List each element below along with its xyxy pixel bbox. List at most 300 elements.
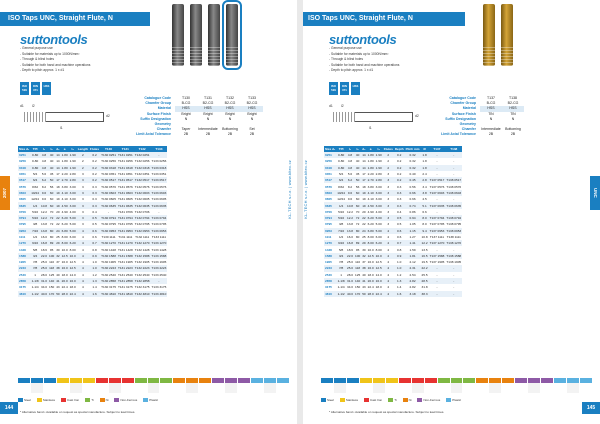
legend-cell [173,388,186,393]
table-cell: T131 3175 [117,285,133,290]
table-cell: - [453,247,455,252]
table-cell: 6.80 [61,228,68,233]
material-key-item [37,398,55,402]
spec-value: HSS [175,106,197,111]
color-swatch [403,398,408,402]
table-cell: 25 [362,235,366,239]
table-cell: 2.4 [422,172,427,177]
table-cell: 24 [362,228,366,233]
material-key-label: Cast Iron [67,398,80,402]
table-cell: - [436,159,438,164]
spec-value: Bottoming [222,127,238,132]
legend-cell [373,388,386,393]
color-swatch [321,398,326,402]
table-cell: T131 0953 [117,228,133,233]
table-cell: 18 [56,184,60,189]
column-header: T131 [117,146,134,152]
table-cell: 16.0 [61,266,68,271]
table-cell: 10.0 [375,253,382,258]
table-cell: 0706 [19,209,26,214]
table-cell: 170 [49,291,55,296]
table-cell: 0794 [18,215,30,221]
table-cell: 1428 [19,247,26,252]
tap-image-set [226,4,238,66]
table-cell: 7/8 [336,265,346,271]
spec-value: HSS [241,106,263,111]
table-cell: - [436,172,438,177]
table-cell: 1.0 [394,265,405,271]
table-cell: 1-1/2 [31,291,39,296]
table-cell: 118 [49,266,55,271]
table-cell: T137 1270 [429,241,445,246]
table-cell: 3 [383,190,394,196]
table-cell: 1111 [325,235,332,239]
table-cell: 5.00 [375,222,382,227]
table-cell: 6/4 [336,177,346,183]
table-cell: 6/4 [30,177,40,183]
tap-product-images [483,4,513,66]
table-cell: 0.2 [397,172,402,177]
color-swatch [18,398,23,402]
table-cell: 10.8 [346,203,354,208]
table-cell: 3 [383,202,394,208]
table-cell: 0.3 [394,190,405,196]
table-cell: 4.90 [61,209,68,214]
column-header: l₃ [375,146,383,152]
table-cell: 3.00 [69,190,76,195]
table-cell: - [429,165,446,171]
table-cell: 5/16 [32,216,39,221]
table-cell: 4 [77,278,89,284]
table-cell: T138 0794 [446,216,462,221]
brand-logo: suttontools [20,32,88,47]
table-cell: T132 2858 [134,279,150,284]
table-cell: 0-80 [338,159,345,164]
table-cell: 0.5 [394,215,405,221]
table-cell: 1-1/2 [337,291,345,296]
table-cell: T130 1905 [101,260,116,265]
table-cell: T132 1111 [135,235,150,239]
table-cell: T131 0251 [117,153,133,158]
feature-item: - Through & blind holes [329,57,364,62]
column-header: d₂ [362,147,366,151]
table-cell: 2.12 [409,260,416,265]
table-cell: 50 [362,291,366,296]
table-cell: 6.2 [347,178,353,183]
table-cell: 16.0 [367,266,374,271]
standard-badge: HSS [42,82,51,95]
table-cell: T138 0576 [446,184,462,189]
table-cell: 60 [49,197,54,202]
table-cell: 4.00 [69,209,76,214]
legend-cell [57,388,70,393]
table-cell: 1588 [18,253,30,259]
table-cell: - [158,209,160,214]
spec-label: Chamfer Group [145,101,171,106]
table-cell: 0.3 [92,184,97,189]
table-cell: 8.0 [422,222,427,227]
table-cell: 4 [81,272,84,277]
table-cell: 31.0 [40,279,48,284]
table-cell: 5/8 [338,247,344,252]
product-table [324,146,462,297]
table-cell: T133 2223 [151,266,167,271]
table-cell: T137 1905 [429,260,445,265]
legend-cell [489,388,502,393]
table-cell: 2.80 [375,178,382,183]
table-cell: 0-80 [32,153,39,158]
spec-value: 2B [227,132,233,137]
table-cell: 4 [81,260,84,265]
table-cell: T131 2858 [117,279,133,284]
table-cell: 0318 [324,165,336,171]
table-cell: 25.0 [346,260,354,265]
table-cell: 9.6 [347,197,353,202]
table-cell: T132 0706 [134,209,150,214]
spec-value: 2B [488,132,494,137]
standard-badge: ISO 529 [329,82,338,95]
table-cell: 38 [56,266,60,271]
table-cell: 0.6 [92,235,97,239]
table-cell: 1.81 [405,253,421,259]
table-cell: 125 [49,272,55,277]
table-cell: 22.4 [367,285,374,290]
table-cell: 0.7 [394,240,405,246]
table-cell: 3 [81,184,84,189]
table-cell: 0.5 [397,222,402,227]
table-cell: 4 [383,228,394,234]
table-cell: T132 0351 [134,172,150,177]
table-cell: 0953 [324,228,336,234]
column-header: l₃ [69,146,77,152]
table-cell: T132 0635 [134,203,150,208]
table-cell: 0-80 [338,153,345,158]
table-cell: T138 0953 [446,228,462,233]
table-cell: 24 [56,228,60,233]
table-cell: T131 0635 [117,203,133,208]
spec-label: Catalogue Code [144,96,171,100]
table-cell: 1.4 [92,285,97,290]
table-cell: 1.90 [375,153,382,158]
table-cell: T138 1270 [446,241,462,246]
table-cell: 14.0 [375,272,382,277]
table-cell: 5.6 [41,172,47,177]
legend-cell [277,388,290,393]
spec-value: Bright [203,111,213,116]
table-cell: 9.6 [347,190,353,195]
table-cell: 0.7 [89,240,100,246]
column-header: TPI [30,146,40,152]
table-cell: 1/2 [338,235,344,239]
table-cell: 2223 [324,265,336,271]
table-cell: 3.00 [375,197,382,202]
table-cell: 3 [81,172,84,177]
table-cell: 13.8 [346,228,354,233]
table-cell: 1.0 [92,260,97,265]
table-cell: T132 2223 [134,266,150,271]
legend-cell [321,388,334,393]
table-cell: 6.2 [41,178,47,183]
table-cell: T130 0576 [101,184,116,189]
table-cell: 14 [362,159,366,164]
table-cell: 25.0 [40,260,48,265]
legend-cell [334,388,347,393]
table-cell: - [453,172,455,177]
table-cell: 0256 [325,159,332,164]
table-cell: 12.5 [61,253,68,258]
table-cell: 1111 [19,235,26,239]
tap-image [501,4,513,66]
table-cell: 4 [77,228,89,234]
table-cell: 43 [362,285,366,290]
spec-value: Intermediate [198,127,218,132]
table-cell: 1.3 [89,278,100,284]
table-cell: T131 1111 [118,235,133,239]
table-cell: 12.5 [69,260,76,265]
dimension-label: l1 [60,126,63,130]
standard-badges [20,82,51,95]
table-cell: 16.5 [421,253,428,258]
table-cell: - [453,209,455,214]
table-cell: 110 [49,260,55,265]
table-cell: 2 [81,159,84,164]
table-cell: 2858 [18,278,30,284]
table-cell: T132 0795 [134,222,150,227]
table-cell: 0.2 [394,152,405,158]
column-header: T133 [151,146,168,152]
tap-product-images [172,4,238,66]
table-cell: T137 0953 [429,228,445,233]
table-cell: 6.00 [375,235,382,239]
table-cell: 110 [355,260,361,265]
spec-value: Bright [225,111,235,116]
table-cell: T137 1111 [429,235,445,239]
table-cell: 40 [49,153,54,158]
color-swatch [61,398,66,402]
table-cell: 3 [77,177,89,183]
spec-value: TiN [488,111,494,116]
table-cell: 89 [49,241,54,246]
table-cell: 0256 [19,159,26,164]
table-cell: 0.3 [397,197,402,202]
table-cell: 118 [355,266,361,271]
table-cell: 1.90 [375,165,382,170]
legend-cell [238,388,251,393]
table-cell: 4.10 [367,197,374,202]
table-cell: 41 [56,279,60,284]
dimension-label: l2 [341,104,344,108]
spec-value: HSS [219,106,241,111]
table-cell: 1-1/4 [337,285,345,290]
spec-value: B2-CG [246,101,258,106]
column-header: Flutes [90,147,100,151]
tap-image [483,4,495,66]
right-page [303,0,600,424]
spec-value: Intermediate [481,127,501,132]
table-cell: 10.0 [61,247,68,252]
table-cell: 22.2 [421,266,428,271]
material-key-item [114,398,137,402]
table-cell: 0.2 [89,177,100,183]
table-cell: 7/8 [338,260,344,265]
table-cell: 16.0 [346,235,354,239]
spec-value: N [184,116,188,121]
table-cell: 1.90 [69,153,76,158]
legend-cell [212,388,225,393]
spec-value: HSS [197,106,219,111]
table-cell: 8.2 [347,184,353,189]
dimension-label: d2 [415,114,419,118]
table-cell: T133 0603 [151,190,167,195]
legend-cell [83,388,96,393]
table-cell: 0251 [324,152,336,158]
table-cell: 22 [362,216,366,221]
standard-badge: DIN 371 [31,82,40,95]
feature-item: - Through & blind holes [20,57,55,62]
table-cell: 9.4 [422,228,427,233]
table-cell: T133 1905 [151,260,167,265]
color-swatch [446,398,451,402]
table-cell: T130 0794 [101,216,116,221]
table-cell: 72 [49,222,54,227]
table-cell: 3 [387,197,390,202]
table-cell: T131 1270 [117,241,133,246]
table-cell: T130 0635 [101,203,116,208]
table-cell: 12.2 [40,209,48,214]
table-cell: 0.32 [409,159,416,164]
table-cell: 30 [56,247,60,252]
table-cell: 3 [383,215,394,221]
color-swatch [143,398,148,402]
table-cell: 1588 [324,253,336,259]
tap-dimension-diagram [329,100,419,134]
table-cell: 0351 [325,172,332,177]
table-cell: 1.0 [89,265,100,271]
table-cell: 4 [77,240,89,246]
table-cell: 3175 [19,285,26,290]
spec-value: 2B [183,132,189,137]
spec-row [120,132,263,137]
table-cell: 4.5 [422,197,427,202]
table-cell: T131 1428 [117,247,133,252]
vertical-company-text: KL-TECH s.r.o. | www.kltec.cz [303,160,308,219]
table-cell: 3 [387,172,390,177]
legend-cell [122,388,135,393]
table-cell: 0.2 [89,152,100,158]
spec-value: B2-CG [224,101,236,106]
table-cell: 150 [355,285,361,290]
table-cell: 1.15 [405,228,421,234]
material-key-label: Ni [105,398,109,402]
table-cell: 0795 [19,222,26,227]
table-cell: 1.05 [409,222,416,227]
table-cell: 0.3 [394,202,405,208]
spec-value: B2-CG [202,101,214,106]
table-cell: 95 [49,247,54,252]
table-cell: 6.20 [367,222,374,227]
table-cell: 0.66 [409,197,416,202]
column-header: Ø [421,146,429,152]
tap-image [190,4,202,66]
table-cell: T138 1905 [446,260,462,265]
table-cell: 4 [387,247,390,252]
table-cell: 22 [362,222,366,227]
table-cell: 4 [77,291,89,297]
table-cell: 38 [362,266,366,271]
table-cell: 0-80 [338,165,345,170]
legend-cell [225,388,238,393]
column-header: Size d₁ [19,147,30,151]
table-cell: 3.00 [375,190,382,195]
legend-cell [96,388,109,393]
table-cell: T132 4810 [134,291,150,296]
table-cell: 3.00 [375,203,382,208]
table-cell: 7/8 [30,265,40,271]
table-cell: 12.2 [421,241,428,246]
table-cell: 4.8 [347,159,353,164]
color-swatch [37,398,42,402]
material-key [18,398,158,402]
table-cell: - [429,291,446,297]
table-cell: 0.3 [89,190,100,196]
spec-table [120,96,263,138]
spec-value: B-CG [486,101,496,106]
table-cell: - [151,278,168,284]
material-key-label: Cast Iron [370,398,383,402]
table-cell: 8.00 [367,235,374,239]
table-cell: T132 0256 [134,159,150,164]
table-cell: 4 [77,265,89,271]
spec-label: Surface Finish [451,111,476,116]
material-key-item [61,398,79,402]
spec-label: Material [157,106,171,111]
footnote: * Alternative band • Available on request as special manufacture. Subject to lead times. [20,410,136,414]
table-cell: 17 [56,172,60,177]
dimension-label: d1 [20,104,24,108]
column-header: TPI [336,146,346,152]
table-cell: 0251 [18,152,30,158]
spec-value: B-CG [181,101,191,106]
table-cell: 37 [56,260,60,265]
table-cell: T130 4810 [101,291,116,296]
column-header: d₂ [56,147,60,151]
table-cell: 5.1 [422,203,427,208]
table-cell: 3.00 [69,184,76,189]
table-cell: 25.0 [346,266,354,271]
material-key-item [100,398,109,402]
column-header: Length [77,147,89,151]
spec-label: Catalogue Code [449,96,476,100]
spec-label: Chamfer Group [450,101,476,106]
table-cell: 22 [56,216,60,221]
table-cell: 2223 [18,265,30,271]
table-cell: T133 2540 [151,272,167,277]
table-cell: 4 [77,253,89,259]
table-cell: - [108,209,110,214]
table-cell: 2 [387,159,390,164]
table-cell: 80 [49,228,54,233]
table-cell: T132 2540 [134,272,150,277]
table-cell: 4.8 [41,153,47,158]
table-cell: - [453,272,455,277]
table-cell: 80 [355,228,360,233]
table-cell: 140 [49,279,55,284]
table-cell: - [445,291,462,297]
table-cell: T137 0603 [429,190,445,195]
material-key-item [321,398,334,402]
table-cell: 6.20 [69,241,76,246]
table-cell: 60 [355,190,360,195]
